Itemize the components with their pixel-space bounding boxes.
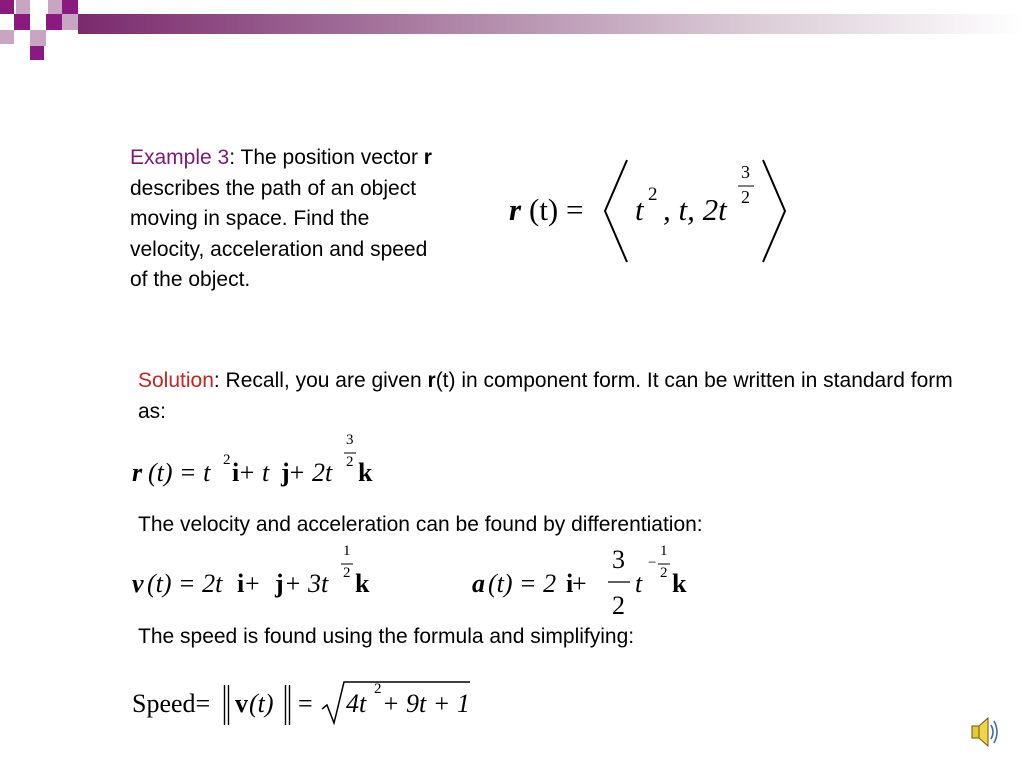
- speed-note: The speed is found using the formula and simplifying:: [138, 625, 635, 648]
- eq-term: + t: [238, 458, 270, 487]
- frac-denominator: 2: [612, 591, 625, 620]
- decor-square: [14, 14, 30, 30]
- eq-term: + 3t: [284, 569, 329, 598]
- velocity-note: The velocity and acceleration can be found by differentiation:: [138, 513, 703, 536]
- eq-lhs-symbol: r: [132, 458, 143, 487]
- eq-term: +: [245, 569, 260, 598]
- frac-numerator: 3: [612, 545, 625, 574]
- header-gradient-band: [78, 14, 1024, 34]
- eq-lhs-symbol: r: [509, 192, 522, 227]
- eq-lhs-symbol: v: [132, 569, 144, 598]
- decor-square: [30, 46, 44, 60]
- unit-vector-j: j: [275, 569, 284, 598]
- example-label: Example 3: [130, 146, 230, 169]
- solution-text: : Recall, you are given: [213, 369, 428, 392]
- example-text: describes the path of an object moving in space. Find the velocity, acceleration and speed of the object.: [130, 176, 428, 291]
- decor-square: [62, 14, 78, 30]
- example-text: : The position vector: [229, 146, 424, 169]
- speed-label: Speed=: [132, 689, 211, 718]
- unit-vector-k: k: [355, 569, 370, 598]
- eq-exp-denominator: 2: [741, 187, 750, 207]
- eq-term: +: [572, 569, 587, 598]
- speed-equals: =: [298, 689, 313, 718]
- norm-bars-left: [223, 685, 231, 725]
- eq-exp-numerator: 3: [741, 162, 750, 182]
- eq-exponent: 2: [223, 452, 231, 468]
- radicand-rest: + 9t + 1: [382, 689, 470, 718]
- decor-square: [30, 30, 46, 46]
- solution-paragraph: [138, 366, 958, 427]
- eq-exp-denominator: 2: [660, 565, 668, 581]
- eq-lhs-arg: (t) = 2: [488, 569, 557, 598]
- unit-vector-k: k: [358, 458, 373, 487]
- equation-speed: [132, 675, 482, 725]
- eq-exp-minus: −: [648, 555, 657, 571]
- decor-square: [48, 0, 62, 14]
- norm-bars-right: [284, 685, 292, 725]
- eq-term: t: [635, 192, 644, 227]
- vector-r-symbol: r: [423, 146, 432, 169]
- eq-terms: , t, 2t: [663, 192, 727, 227]
- radicand-term: 4t: [346, 689, 367, 718]
- unit-vector-i: i: [237, 569, 245, 598]
- unit-vector-j: j: [281, 458, 290, 487]
- eq-exp-numerator: 1: [343, 543, 351, 559]
- decor-square: [62, 0, 78, 14]
- solution-text: (t) in component form. It can be written in standard form as:: [138, 369, 953, 423]
- vector-r-symbol: r: [427, 369, 436, 392]
- eq-exp-denominator: 2: [346, 454, 354, 470]
- angle-bracket-left: [601, 158, 631, 264]
- eq-lhs-arg: (t) = 2t: [147, 569, 223, 598]
- eq-lhs-symbol: a: [472, 569, 485, 598]
- eq-exponent: 2: [648, 184, 658, 205]
- eq-term: + 2t: [288, 458, 333, 487]
- equation-r-standard: [132, 432, 392, 494]
- eq-exp-denominator: 2: [343, 565, 351, 581]
- decor-square: [0, 30, 14, 44]
- unit-vector-i: i: [232, 458, 240, 487]
- decor-square: [0, 0, 14, 14]
- decor-square: [16, 0, 30, 14]
- fraction-bar: [608, 581, 630, 583]
- radicand-exponent: 2: [374, 681, 382, 697]
- eq-lhs-arg: (t) =: [529, 192, 584, 227]
- decor-square: [46, 14, 62, 30]
- eq-exp-numerator: 1: [660, 543, 668, 559]
- header-decoration: [0, 0, 1024, 62]
- solution-label: Solution: [138, 369, 214, 392]
- speaker-icon[interactable]: [970, 712, 1000, 752]
- unit-vector-k: k: [672, 569, 687, 598]
- eq-term: t: [635, 569, 643, 598]
- eq-exp-numerator: 3: [346, 432, 354, 448]
- example-paragraph: [130, 143, 440, 296]
- eq-lhs-arg: (t) = t: [148, 458, 211, 487]
- equation-acceleration: [472, 543, 712, 625]
- unit-vector-i: i: [566, 569, 574, 598]
- speed-v-arg: (t): [249, 689, 274, 718]
- angle-bracket-right: [759, 158, 789, 264]
- equation-r-component: [505, 150, 795, 265]
- velocity-vector-symbol: v: [235, 689, 248, 718]
- equation-velocity: [132, 543, 392, 605]
